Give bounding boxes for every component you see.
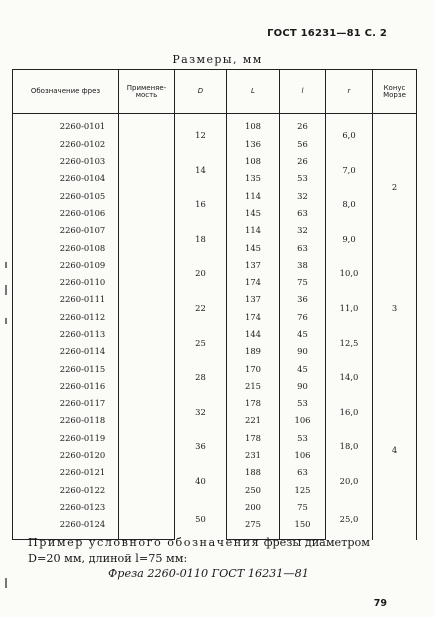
cell-D: 40 [175,464,227,499]
cell-L: 174 [227,274,280,291]
cell-applicability [119,499,175,516]
cell-r: 10,0 [326,256,373,291]
cell-L: 108 [227,114,280,136]
cell-l: 38 [280,256,326,273]
cell-designation: 2260-0110 [13,274,119,291]
cell-applicability [119,135,175,152]
cell-L: 188 [227,464,280,481]
margin-mark [5,262,7,268]
cell-L: 189 [227,343,280,360]
cell-L: 178 [227,395,280,412]
cell-applicability [119,256,175,273]
cell-L: 137 [227,256,280,273]
cell-morse: 2 [373,114,417,257]
cell-l: 32 [280,187,326,204]
cell-l: 63 [280,239,326,256]
table-row [13,114,417,136]
cell-r: 18,0 [326,429,373,464]
table-header-row [13,70,417,114]
cell-designation: 2260-0116 [13,377,119,394]
table-row [13,326,417,343]
cell-L: 178 [227,429,280,446]
cell-applicability [119,291,175,308]
cell-L: 137 [227,291,280,308]
cell-applicability [119,153,175,170]
cell-l: 53 [280,395,326,412]
cell-L: 136 [227,135,280,152]
cell-l: 26 [280,153,326,170]
cell-designation: 2260-0122 [13,481,119,498]
cell-r: 11,0 [326,291,373,326]
cell-designation: 2260-0117 [13,395,119,412]
col-D: D [175,70,227,114]
cell-designation: 2260-0101 [13,114,119,136]
table-row [13,395,417,412]
cell-L: 174 [227,308,280,325]
cell-designation: 2260-0118 [13,412,119,429]
example-line2: D=20 мм, длиной l=75 мм: [28,552,188,565]
cell-l: 63 [280,464,326,481]
cell-designation: 2260-0124 [13,516,119,540]
cell-l: 45 [280,326,326,343]
margin-mark [5,578,7,588]
cell-designation: 2260-0107 [13,222,119,239]
cell-applicability [119,360,175,377]
col-morse: Конус Морзе [373,70,417,114]
cell-applicability [119,187,175,204]
cell-applicability [119,308,175,325]
cell-applicability [119,395,175,412]
cell-applicability [119,343,175,360]
cell-r: 6,0 [326,114,373,153]
cell-morse: 4 [373,360,417,539]
table-row [13,360,417,377]
cell-L: 108 [227,153,280,170]
cell-L: 144 [227,326,280,343]
example-formula: Фреза 2260-0110 ГОСТ 16231—81 [108,567,309,580]
cell-D: 22 [175,291,227,326]
cell-morse: 3 [373,256,417,360]
cell-designation: 2260-0111 [13,291,119,308]
cell-l: 45 [280,360,326,377]
cell-l: 106 [280,412,326,429]
cell-l: 150 [280,516,326,540]
cell-l: 26 [280,114,326,136]
margin-mark [5,285,7,295]
cell-L: 221 [227,412,280,429]
cell-L: 135 [227,170,280,187]
cell-applicability [119,239,175,256]
cell-r: 16,0 [326,395,373,430]
cell-l: 53 [280,429,326,446]
cell-r: 14,0 [326,360,373,395]
cell-L: 215 [227,377,280,394]
cell-applicability [119,170,175,187]
cell-l: 56 [280,135,326,152]
col-designation: Обозначение фрез [13,70,119,114]
margin-mark [5,318,7,324]
cell-applicability [119,429,175,446]
col-applicability: Применяе- мость [119,70,175,114]
cell-designation: 2260-0102 [13,135,119,152]
table-row [13,429,417,446]
cell-r: 8,0 [326,187,373,222]
cell-applicability [119,222,175,239]
cell-D: 12 [175,114,227,153]
cell-r: 12,5 [326,326,373,361]
cell-designation: 2260-0108 [13,239,119,256]
cell-l: 75 [280,274,326,291]
cell-r: 25,0 [326,499,373,540]
cell-l: 63 [280,204,326,221]
cell-applicability [119,204,175,221]
cell-l: 90 [280,343,326,360]
cell-L: 145 [227,204,280,221]
table-row [13,464,417,481]
table-row [13,153,417,170]
cell-L: 200 [227,499,280,516]
cell-D: 18 [175,222,227,257]
cell-r: 7,0 [326,153,373,188]
cell-designation: 2260-0104 [13,170,119,187]
cell-D: 50 [175,499,227,540]
cell-designation: 2260-0113 [13,326,119,343]
cell-designation: 2260-0121 [13,464,119,481]
dimensions-table [12,69,417,540]
cell-l: 125 [280,481,326,498]
cell-D: 14 [175,153,227,188]
cell-applicability [119,377,175,394]
cell-applicability [119,274,175,291]
cell-r: 20,0 [326,464,373,499]
table-row [13,222,417,239]
cell-applicability [119,447,175,464]
col-r: r [326,70,373,114]
cell-D: 20 [175,256,227,291]
cell-designation: 2260-0114 [13,343,119,360]
page-number: 79 [373,598,387,609]
cell-designation: 2260-0106 [13,204,119,221]
cell-l: 90 [280,377,326,394]
cell-L: 275 [227,516,280,540]
cell-l: 36 [280,291,326,308]
cell-L: 114 [227,187,280,204]
cell-applicability [119,481,175,498]
cell-D: 36 [175,429,227,464]
cell-designation: 2260-0120 [13,447,119,464]
cell-designation: 2260-0119 [13,429,119,446]
example-rest: фрезы диаметром [260,536,370,549]
col-L: L [227,70,280,114]
cell-D: 28 [175,360,227,395]
cell-L: 114 [227,222,280,239]
cell-L: 250 [227,481,280,498]
cell-applicability [119,114,175,136]
cell-designation: 2260-0109 [13,256,119,273]
cell-designation: 2260-0105 [13,187,119,204]
cell-D: 25 [175,326,227,361]
example-text [28,535,398,567]
cell-l: 53 [280,170,326,187]
cell-applicability [119,464,175,481]
cell-l: 106 [280,447,326,464]
cell-applicability [119,326,175,343]
cell-designation: 2260-0123 [13,499,119,516]
cell-L: 231 [227,447,280,464]
col-l: l [280,70,326,114]
cell-L: 145 [227,239,280,256]
cell-l: 76 [280,308,326,325]
cell-r: 9,0 [326,222,373,257]
table-row [13,291,417,308]
cell-l: 75 [280,499,326,516]
cell-designation: 2260-0115 [13,360,119,377]
table-row [13,187,417,204]
table-row [13,256,417,273]
table-row [13,499,417,516]
example-lead: Пример условного обозначения [28,536,261,549]
table-caption: Размеры, мм [172,53,263,66]
cell-designation: 2260-0103 [13,153,119,170]
cell-L: 170 [227,360,280,377]
cell-l: 32 [280,222,326,239]
cell-applicability [119,412,175,429]
cell-designation: 2260-0112 [13,308,119,325]
cell-D: 32 [175,395,227,430]
cell-D: 16 [175,187,227,222]
page-header: ГОСТ 16231—81 С. 2 [267,28,387,39]
